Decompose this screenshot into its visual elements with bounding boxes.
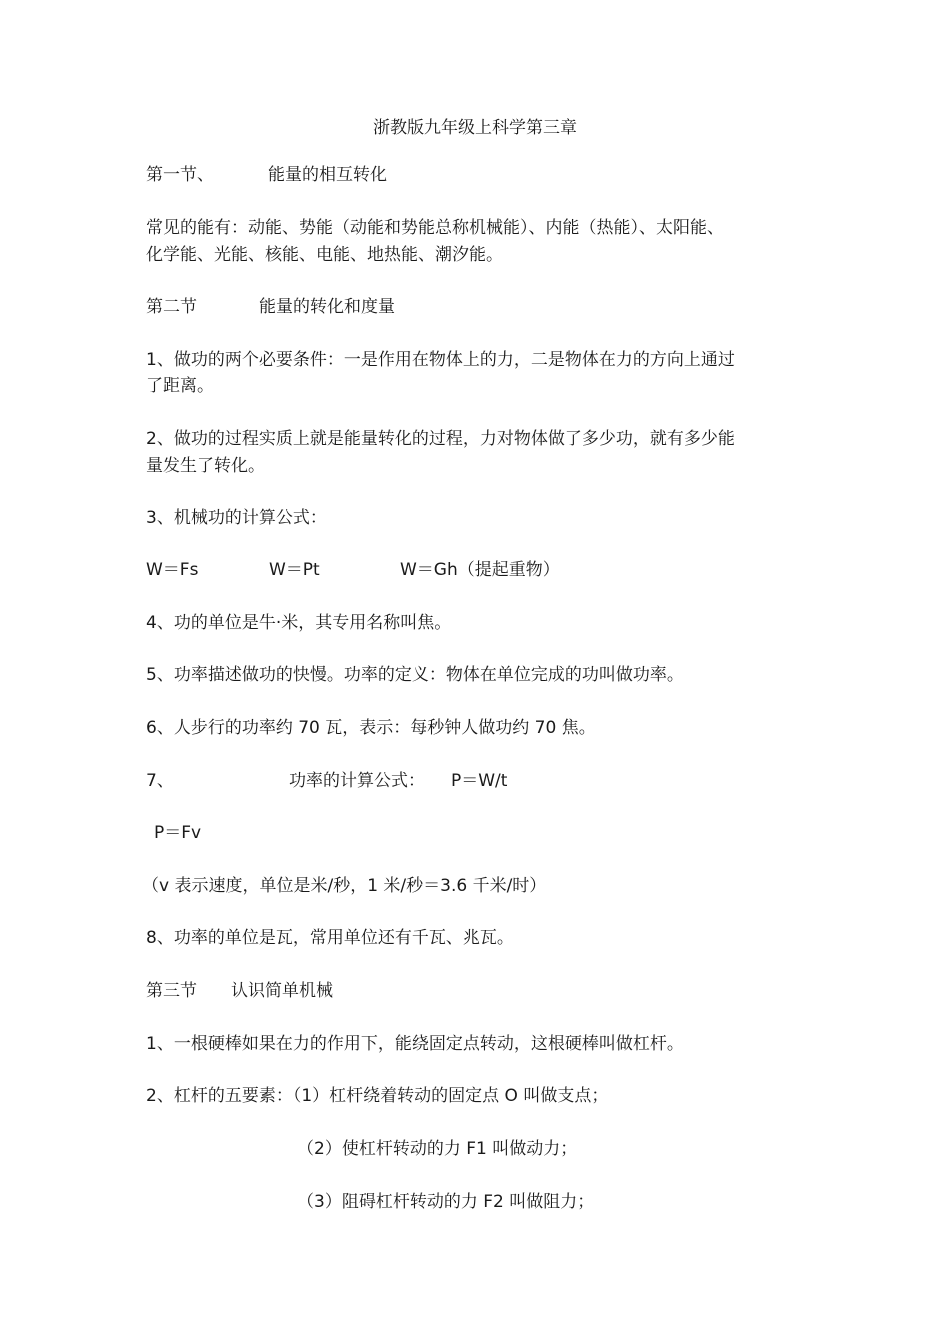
section2-item2-line2: 量发生了转化。 [146, 456, 265, 476]
section2-item8: 8、功率的单位是瓦，常用单位还有千瓦、兆瓦。 [146, 928, 514, 948]
section1-paragraph-line2: 化学能、光能、核能、电能、地热能、潮汐能。 [146, 245, 503, 265]
section3-item2: 2、杠杆的五要素：（1）杠杆绕着转动的固定点 O 叫做支点； [146, 1086, 609, 1106]
formula-p-wt: P＝W/t [451, 771, 508, 791]
section2-item1-line1: 1、做功的两个必要条件：一是作用在物体上的力，二是物体在力的方向上通过 [146, 350, 735, 370]
section1-heading-number: 第一节、 [146, 165, 214, 185]
formula-w-gh: W＝Gh（提起重物） [400, 560, 560, 580]
section2-item2-line1: 2、做功的过程实质上就是能量转化的过程，力对物体做了多少功，就有多少能 [146, 429, 735, 449]
section2-item6: 6、人步行的功率约 70 瓦，表示：每秒钟人做功约 70 焦。 [146, 718, 596, 738]
formula-w-pt: W＝Pt [269, 560, 320, 580]
section1-paragraph-line1: 常见的能有：动能、势能（动能和势能总称机械能）、内能（热能）、太阳能、 [146, 218, 724, 238]
section2-item4: 4、功的单位是牛·米，其专用名称叫焦。 [146, 613, 452, 633]
section2-heading-title: 能量的转化和度量 [259, 297, 395, 317]
section2-item7-text: 功率的计算公式： [289, 771, 425, 791]
section2-item3: 3、机械功的计算公式： [146, 508, 327, 528]
section2-heading-number: 第二节 [146, 297, 197, 317]
section2-item7-number: 7、 [146, 771, 174, 791]
velocity-note: （v 表示速度，单位是米/秒，1 米/秒＝3.6 千米/时） [142, 876, 547, 896]
section3-item2-sub3: （3）阻碍杠杆转动的力 F2 叫做阻力； [297, 1192, 595, 1212]
section3-heading-title: 认识简单机械 [231, 981, 333, 1001]
section1-heading-title: 能量的相互转化 [268, 165, 387, 185]
section3-item1: 1、一根硬棒如果在力的作用下，能绕固定点转动，这根硬棒叫做杠杆。 [146, 1034, 684, 1054]
section2-item5: 5、功率描述做功的快慢。功率的定义：物体在单位完成的功叫做功率。 [146, 665, 684, 685]
section2-item1-line2: 了距离。 [146, 376, 214, 396]
section3-heading-number: 第三节 [146, 981, 197, 1001]
formula-p-fv: P＝Fv [154, 823, 202, 843]
section3-item2-sub2: （2）使杠杆转动的力 F1 叫做动力； [297, 1139, 578, 1159]
document-title: 浙教版九年级上科学第三章 [373, 118, 577, 138]
formula-w-fs: W＝Fs [146, 560, 199, 580]
